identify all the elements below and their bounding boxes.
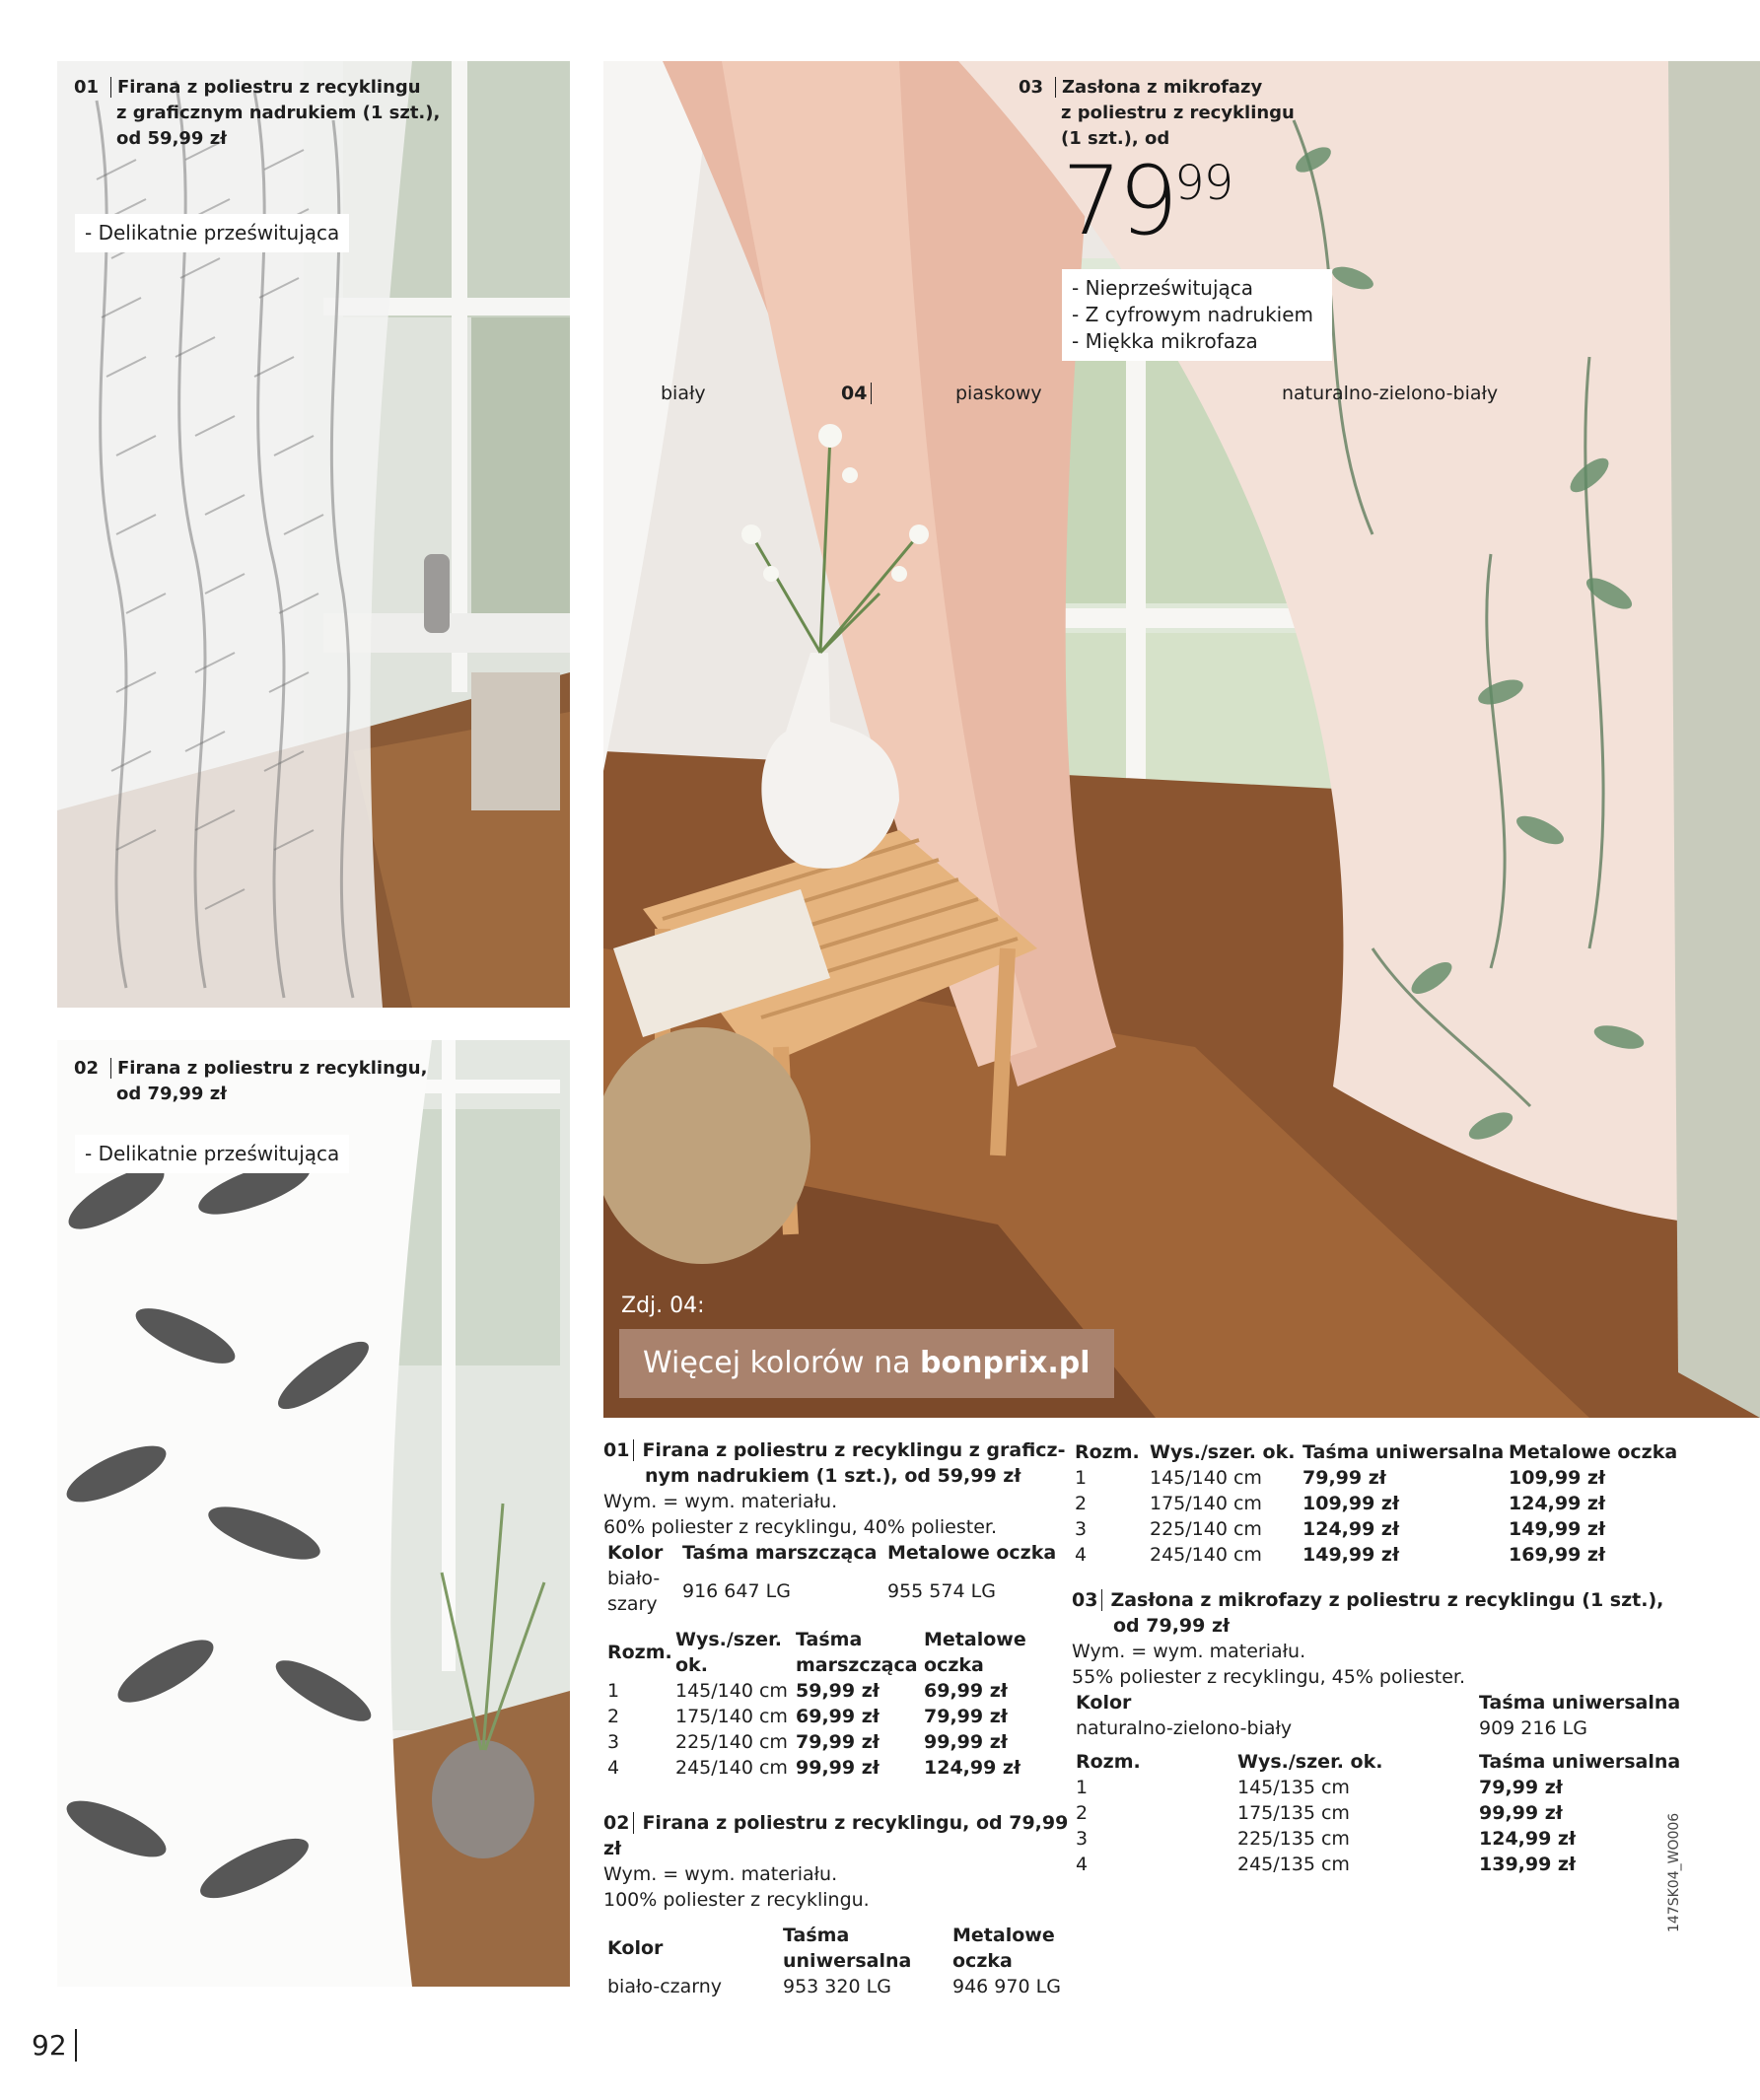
callout-03-line-2: z poliestru z recyklingu <box>1061 103 1295 123</box>
photo-ref-04: Zdj. 04: <box>621 1294 705 1318</box>
features-02 <box>75 1135 349 1173</box>
spec-01-size-col-3: Taśma marszcząca <box>796 1629 918 1676</box>
spec-02-color-table <box>607 1923 1061 1999</box>
callout-03-line-3: (1 szt.), od <box>1061 128 1170 149</box>
table-row: 4 245/140 cm 99,99 zł 124,99 zł <box>607 1757 1021 1779</box>
page-number: 92 <box>32 2029 77 2062</box>
spec-01-size-col-2: Wys./szer. ok. <box>675 1629 782 1676</box>
feature-03-3: - Miękka mikrofaza <box>1072 329 1258 353</box>
spec-03-size-col-1: Rozm. <box>1076 1751 1141 1773</box>
callout-01-line-3: od 59,99 zł <box>116 128 227 149</box>
spec-02-material: 100% poliester z recyklingu. <box>603 1889 870 1911</box>
spec-02-color-value: biało-czarny <box>607 1976 723 1997</box>
feature-03-2: - Z cyfrowym nadrukiem <box>1072 303 1314 326</box>
features-01 <box>75 214 349 252</box>
photo-curtain-03-04 <box>603 61 1760 1418</box>
table-row: 1 145/140 cm 59,99 zł 69,99 zł <box>607 1680 1008 1702</box>
more-colors-banner[interactable] <box>619 1329 1114 1398</box>
spec-03-material: 55% poliester z recyklingu, 45% poliester. <box>1072 1666 1466 1688</box>
callout-02-line-2: od 79,99 zł <box>116 1084 227 1104</box>
spec-02-col-tape: Taśma uniwersalna <box>783 1925 912 1972</box>
callout-01-line-1: Firana z poliestru z recyklingu <box>117 77 421 98</box>
spec-02-size-col-4: Metalowe oczka <box>1509 1441 1678 1463</box>
spec-01-material: 60% poliester z recyklingu, 40% poliester. <box>603 1516 998 1538</box>
spec-01-tape-code: 916 647 LG <box>682 1580 791 1602</box>
spec-01-title-1: Firana z poliestru z recyklingu z graficz- <box>642 1439 1066 1461</box>
table-row: 4 245/135 cm 139,99 zł <box>1076 1854 1577 1875</box>
table-row: 2 175/140 cm 109,99 zł 124,99 zł <box>1075 1493 1606 1514</box>
spec-02-size-col-2: Wys./szer. ok. <box>1150 1441 1296 1463</box>
callout-02-number: 02 <box>74 1058 100 1079</box>
spec-02-tape-code: 953 320 LG <box>783 1976 891 1997</box>
spec-02-size-col-1: Rozm. <box>1075 1441 1140 1463</box>
spec-03-number: 03 <box>1072 1589 1098 1611</box>
price-03-cents: 99 <box>1174 156 1233 211</box>
spec-01-color-value: biało- szary <box>607 1568 661 1615</box>
spec-03-size-table <box>1076 1749 1680 1877</box>
spec-01-col-tape: Taśma marszcząca <box>682 1542 878 1564</box>
spec-01-note: Wym. = wym. materiału. <box>603 1491 838 1512</box>
callout-03-line-1: Zasłona z mikrofazy <box>1062 77 1263 98</box>
table-row: 1 145/135 cm 79,99 zł <box>1076 1777 1563 1798</box>
spec-01-size-col-4: Metalowe oczka <box>924 1629 1026 1676</box>
catalog-code: 147SK04_WO006 <box>1666 1812 1682 1932</box>
feature-01-1: - Delikatnie prześwitująca <box>85 221 340 245</box>
table-row: 3 225/140 cm 79,99 zł 99,99 zł <box>607 1731 1008 1753</box>
color-label-sand: piaskowy <box>955 383 1042 404</box>
photo-curtain-02 <box>57 1040 570 1987</box>
spec-02-eyelets-code: 946 970 LG <box>952 1976 1061 1997</box>
spec-03-col-color: Kolor <box>1076 1692 1132 1714</box>
spec-01-color-table <box>607 1540 1056 1617</box>
spec-03-note: Wym. = wym. materiału. <box>1072 1641 1306 1662</box>
more-colors-site[interactable]: bonprix.pl <box>920 1346 1091 1380</box>
spec-03-tape-code: 909 216 LG <box>1479 1717 1587 1739</box>
color-label-natural: naturalno-zielono-biały <box>1282 383 1499 404</box>
callout-01 <box>74 75 440 152</box>
spec-02-size-table <box>1075 1439 1677 1568</box>
spec-03-title-2: od 79,99 zł <box>1113 1615 1231 1637</box>
table-row: 3 225/140 cm 124,99 zł 149,99 zł <box>1075 1518 1606 1540</box>
callout-01-number: 01 <box>74 77 100 98</box>
spec-03-size-col-3: Taśma uniwersalna <box>1479 1751 1681 1773</box>
spec-03-color-value: naturalno-zielono-biały <box>1076 1717 1293 1739</box>
spec-02-col-eyelets: Metalowe oczka <box>952 1925 1055 1972</box>
feature-03-1: - Nieprześwitująca <box>1072 276 1254 300</box>
spec-02-col-color: Kolor <box>607 1937 664 1959</box>
spec-01-size-table <box>607 1627 1032 1781</box>
features-03 <box>1062 269 1332 361</box>
spec-03-color-table <box>1076 1690 1680 1741</box>
spec-02-sizes <box>1075 1439 1677 1568</box>
spec-03 <box>1072 1587 1703 1877</box>
spec-01-title-2: nym nadrukiem (1 szt.), od 59,99 zł <box>645 1465 1021 1487</box>
feature-02-1: - Delikatnie prześwitująca <box>85 1142 340 1165</box>
spec-02 <box>603 1810 1077 1999</box>
callout-02-line-1: Firana z poliestru z recyklingu, <box>117 1058 428 1079</box>
callout-03 <box>1019 75 1295 152</box>
spec-03-size-col-2: Wys./szer. ok. <box>1237 1751 1383 1773</box>
callout-02 <box>74 1056 427 1107</box>
spec-01 <box>603 1437 1067 1781</box>
table-row: 4 245/140 cm 149,99 zł 169,99 zł <box>1075 1544 1606 1566</box>
spec-01-eyelets-code: 955 574 LG <box>887 1580 996 1602</box>
table-row: 2 175/140 cm 69,99 zł 79,99 zł <box>607 1706 1008 1727</box>
table-row: 2 175/135 cm 99,99 zł <box>1076 1802 1563 1824</box>
price-03 <box>1062 146 1233 256</box>
color-label-04-number <box>841 383 872 404</box>
color-label-white: biały <box>661 383 706 404</box>
callout-03-number: 03 <box>1019 77 1044 98</box>
spec-03-col-tape: Taśma uniwersalna <box>1479 1692 1681 1714</box>
spec-01-col-color: Kolor <box>607 1542 664 1564</box>
color-label-04-num: 04 <box>841 383 868 404</box>
spec-03-title-1: Zasłona z mikrofazy z poliestru z recyklingu (1 szt.), <box>1110 1589 1664 1611</box>
callout-01-line-2: z graficznym nadrukiem (1 szt.), <box>116 103 441 123</box>
table-row: 1 145/140 cm 79,99 zł 109,99 zł <box>1075 1467 1606 1489</box>
spec-02-number: 02 <box>603 1812 630 1834</box>
spec-01-col-eyelets: Metalowe oczka <box>887 1542 1057 1564</box>
spec-01-size-col-1: Rozm. <box>607 1642 672 1663</box>
price-03-main: 79 <box>1062 146 1175 256</box>
spec-02-title: Firana z poliestru z recyklingu, od 79,99 zł <box>603 1812 1069 1859</box>
spec-02-note: Wym. = wym. materiału. <box>603 1863 838 1885</box>
photo-curtain-01 <box>57 61 570 1008</box>
spec-01-number: 01 <box>603 1439 630 1461</box>
table-row: 3 225/135 cm 124,99 zł <box>1076 1828 1577 1850</box>
more-colors-prefix: Więcej kolorów na <box>643 1346 921 1380</box>
spec-02-size-col-3: Taśma uniwersalna <box>1302 1441 1505 1463</box>
